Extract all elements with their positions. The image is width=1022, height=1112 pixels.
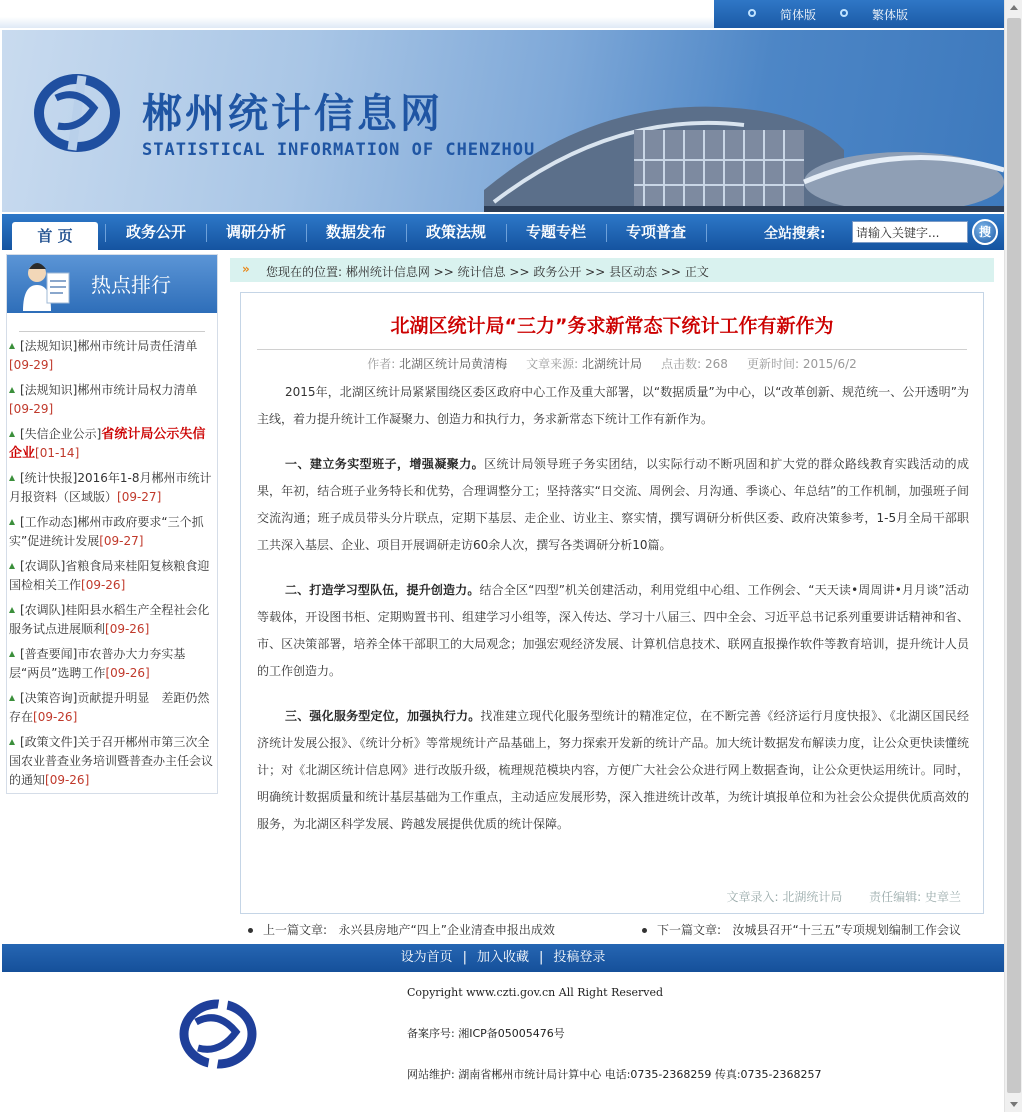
list-item-title: [农调队]桂阳县水稻生产全程社会化服务试点进展顺利: [9, 603, 210, 636]
paragraph-text: 结合全区“四型”机关创建活动，利用党组中心组、工作例会、“天天读•周周讲•月月谈”活动等载体，开设图书柜、定期购置书刊、组建学习小组等，深入传达、学习十八届三、四中全会、习近平总书记系列重要讲话精神和省、市、区决策部署，培养全体干部职工的大局观念；加强宏观经济发展、计算机信息技术、联网直报操作软件等教育培训，提升统计人员的工作创造力。: [257, 583, 969, 678]
list-item-title: [农调队]省粮食局来桂阳复核粮食迎国检相关工作: [9, 559, 210, 592]
entry-value: 北湖统计局: [782, 890, 843, 904]
breadcrumb: [230, 258, 994, 282]
hot-ranking-title: 热点排行: [91, 273, 171, 297]
list-item-title: [工作动态]郴州市政府要求“三个抓实”促进统计发展: [9, 515, 204, 548]
triangle-icon: [9, 563, 15, 569]
nav-home[interactable]: 首 页: [12, 222, 98, 250]
scroll-down-arrow-icon[interactable]: [1006, 1096, 1022, 1112]
site-name-en: STATISTICAL INFORMATION OF CHENZHOU: [142, 140, 536, 160]
copyright-text: Copyright www.czti.gov.cn All Right Reserved: [407, 986, 664, 999]
list-item-category: [失信企业公示]: [20, 427, 102, 441]
list-item[interactable]: [9, 469, 215, 507]
bullet-icon: [642, 928, 647, 933]
hot-ranking-panel: [6, 254, 218, 794]
maintainer-text: 网站维护: 湖南省郴州市统计局计算中心 电话:0735-2368259 传真:0735-2368257: [407, 1068, 822, 1081]
triangle-icon: [9, 387, 15, 393]
editor-label: 责任编辑:: [869, 890, 922, 904]
list-item-title: [法规知识]郴州市统计局权力清单: [20, 383, 198, 397]
article-title: 北湖区统计局“三力”务求新常态下统计工作有新作为: [390, 315, 834, 337]
triangle-icon: [9, 695, 15, 701]
vertical-scrollbar[interactable]: [1004, 0, 1022, 1112]
hot-ranking-header: [7, 255, 217, 313]
editor-value: 史章兰: [924, 890, 961, 904]
updated-value: 2015/6/2: [802, 357, 857, 371]
list-item[interactable]: [9, 645, 215, 683]
scrollbar-thumb[interactable]: [1007, 18, 1021, 1093]
nav-policy[interactable]: 政策法规: [425, 223, 486, 241]
paragraph-text: 区统计局领导班子务实团结，以实际行动不断巩固和扩大党的群众路线教育实践活动的成果，年初，结合班子业务特长和优势，合理调整分工；坚持落实“日交流、周例会、月沟通、季谈心、年总结”的工作机制，加强班子间交流沟通；班子成员带头分片联点，定期下基层、走企业、访业主、察实情，撰写调研分析供区委、政府决策参考，1-5月全局干部职工共深入基层、企业、项目开展调研走访60余人次，撰写各类调研分析10篇。: [257, 457, 969, 552]
bullet-icon: [248, 928, 253, 933]
list-item-date: [09-26]: [33, 710, 78, 724]
site-logo-icon: [32, 68, 122, 158]
article-meta: [241, 355, 983, 372]
next-label: 下一篇文章:: [657, 923, 722, 937]
main-nav: [2, 214, 1004, 250]
scroll-up-arrow-icon[interactable]: [1006, 0, 1022, 16]
submit-login-link[interactable]: 投稿登录: [553, 950, 606, 965]
language-switcher: [714, 0, 1004, 28]
paragraph-text: 找准建立现代化服务型统计的精准定位，在不断完善《经济运行月度快报》、《北湖区国民经济统计发展公报》、《统计分析》等常规统计产品基础上，努力探索开发新的统计产品。加大统计数据发布解读力度，让公众更快读懂统计；对《北湖区统计信息网》进行改版升级，梳理规范模块内容，方便广大社会公众进行网上数据查询，让公众更快运用统计。同时，明确统计数据质量和统计基层基础为工作重点，主动适应发展形势，深入推进统计改革，为统计填报单位和为社会公众提供优质高效的服务，为北湖区科学发展、跨越发展提供优质的统计保障。: [257, 709, 969, 831]
nav-gov-affairs[interactable]: 政务公开: [125, 223, 186, 241]
prev-title[interactable]: 永兴县房地产“四上”企业清查申报出成效: [338, 923, 555, 937]
breadcrumb-text[interactable]: 您现在的位置: 郴州统计信息网 >> 统计信息 >> 政务公开 >> 县区动态 >> 正文: [266, 265, 709, 279]
nav-divider: [606, 224, 607, 242]
simplified-link[interactable]: 简体版: [780, 8, 817, 22]
nav-research[interactable]: 调研分析: [225, 223, 286, 241]
list-item-date: [09-26]: [105, 622, 150, 636]
list-item-date: [09-26]: [45, 773, 90, 787]
list-item-title: 省统计局公示失信企业: [9, 427, 206, 461]
source-value: 北湖统计局: [582, 357, 643, 371]
list-item-date: [09-27]: [99, 534, 144, 548]
list-item[interactable]: [9, 425, 215, 463]
article-body: [257, 379, 969, 856]
nav-divider: [406, 224, 407, 242]
paragraph: 2015年，北湖区统计局紧紧围绕区委区政府中心工作及重大部署，以“数据质量”为中心，以“改革创新、规范统一、公开透明”为主线，着力提升统计工作凝聚力、创造力和执行力，务求新常态下统计工作有新作为。: [257, 385, 969, 426]
list-item-date: [09-29]: [9, 358, 54, 372]
paragraph: [257, 703, 969, 838]
double-arrow-icon: »: [242, 262, 250, 276]
nav-divider: [706, 224, 707, 242]
entry-label: 文章录入:: [726, 890, 779, 904]
list-item[interactable]: [9, 557, 215, 595]
add-favorite-link[interactable]: 加入收藏: [476, 950, 529, 965]
triangle-icon: [9, 343, 15, 349]
bullet-icon: [748, 9, 756, 17]
author-value: 北湖区统计局黄清梅: [399, 357, 508, 371]
prev-article[interactable]: [248, 921, 555, 938]
nav-divider: [506, 224, 507, 242]
next-article[interactable]: [642, 921, 961, 938]
set-homepage-link[interactable]: 设为首页: [400, 950, 453, 965]
clicks-value: 268: [705, 357, 728, 371]
bullet-icon: [840, 9, 848, 17]
nav-data-release[interactable]: 数据发布: [325, 223, 386, 241]
paragraph-heading: 一、建立务实型班子，增强凝聚力。: [285, 457, 485, 471]
building-illustration: [484, 70, 1004, 212]
nav-divider: [105, 224, 106, 242]
triangle-icon: [9, 475, 15, 481]
site-name-cn: 郴州统计信息网: [142, 91, 443, 137]
list-item[interactable]: [9, 733, 215, 790]
divider: [19, 331, 205, 332]
paragraph: [257, 577, 969, 685]
nav-census[interactable]: 专项普查: [625, 223, 686, 241]
prev-next-links: [240, 921, 984, 939]
list-item-date: [01-14]: [35, 446, 80, 460]
footer-logo-icon: [174, 992, 262, 1074]
article-footer: [727, 888, 961, 905]
paragraph: [257, 451, 969, 559]
list-item-date: [09-26]: [81, 578, 126, 592]
triangle-icon: [9, 651, 15, 657]
list-item[interactable]: [9, 381, 215, 419]
list-item-title: [统计快报]2016年1-8月郴州市统计月报资料（区域版）: [9, 471, 212, 504]
nav-topics[interactable]: 专题专栏: [525, 223, 586, 241]
footer-nav: 设为首页 | 加入收藏 | 投稿登录: [2, 944, 1004, 972]
triangle-icon: [9, 607, 15, 613]
list-item-date: [09-26]: [105, 666, 150, 680]
list-item[interactable]: [9, 513, 215, 551]
next-title[interactable]: 汝城县召开“十三五”专项规划编制工作会议: [732, 923, 961, 937]
icp-text: 备案序号: 湘ICP备05005476号: [407, 1027, 565, 1040]
traditional-link[interactable]: 繁体版: [872, 8, 909, 22]
triangle-icon: [9, 739, 15, 745]
paragraph-heading: 三、强化服务型定位，加强执行力。: [285, 709, 481, 723]
nav-divider: [306, 224, 307, 242]
paragraph-heading: 二、打造学习型队伍，提升创造力。: [285, 583, 480, 597]
list-item-date: [09-29]: [9, 402, 54, 416]
clicks-label: 点击数:: [661, 357, 702, 371]
list-item-title: [政策文件]关于召开郴州市第三次全国农业普查业务培训暨普查办主任会议的通知: [9, 735, 214, 787]
search-button[interactable]: 搜: [972, 219, 998, 245]
search-input[interactable]: [852, 221, 968, 243]
doctor-clipboard-icon: [19, 259, 75, 311]
divider: [257, 349, 967, 350]
triangle-icon: [9, 519, 15, 525]
list-item[interactable]: [9, 689, 215, 727]
author-label: 作者:: [367, 357, 396, 371]
triangle-icon: [9, 431, 15, 437]
search-label: 全站搜索:: [764, 226, 826, 242]
list-item-date: [09-27]: [117, 490, 162, 504]
list-item[interactable]: [9, 601, 215, 639]
list-item-title: [普查要闻]市农普办大力夯实基层“两员”选聘工作: [9, 647, 186, 680]
prev-label: 上一篇文章:: [263, 923, 328, 937]
updated-label: 更新时间:: [747, 357, 800, 371]
nav-divider: [206, 224, 207, 242]
article-panel: [240, 292, 984, 914]
list-item-title: [决策咨询]贡献提升明显 差距仍然存在: [9, 691, 210, 724]
list-item[interactable]: [9, 337, 215, 375]
list-item-title: [法规知识]郴州市统计局责任清单: [20, 339, 198, 353]
site-banner: [2, 30, 1004, 212]
top-bar: [0, 0, 1004, 28]
source-label: 文章来源:: [526, 357, 579, 371]
